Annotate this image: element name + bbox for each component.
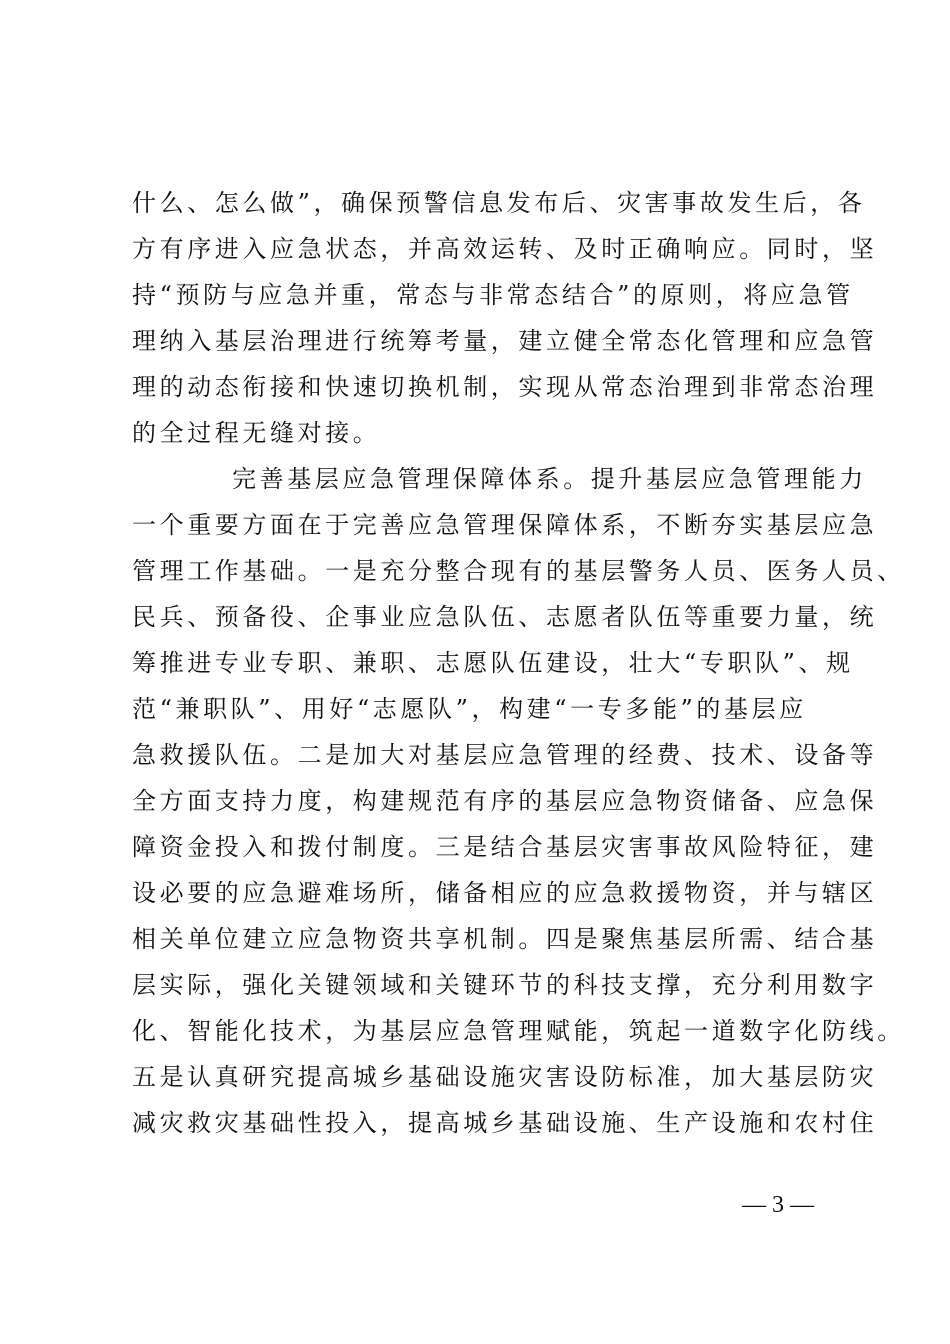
text-line: 的全过程无缝对接。 [132,419,381,447]
text-line: 理纳入基层治理进行统筹考量，建立健全常态化管理和应急管 [132,327,878,355]
text-line: 持“预防与应急并重，常态与非常态结合”的原则，将应急管 [132,281,854,309]
text-line: 范“兼职队”、用好“志愿队”，构建“一专多能”的基层应 [132,695,807,723]
text-line: 管理工作基础。一是充分整合现有的基层警务人员、医务人员、 [132,557,905,585]
page-number: — 3 — [742,1192,814,1218]
text-line: 减灾救灾基础性投入，提高城乡基础设施、生产设施和农村住 [132,1109,878,1137]
text-line: 什么、怎么做”，确保预警信息发布后、灾害事故发生后，各 [132,189,866,217]
paragraph-heading-line: 完善基层应急管理保障体系。提升基层应急管理能力 [232,465,867,493]
text-line: 急救援队伍。二是加大对基层应急管理的经费、技术、设备等 [132,741,878,769]
text-line: 筹推进专业专职、兼职、志愿队伍建设，壮大“专职队”、规 [132,649,854,677]
text-line: 一个重要方面在于完善应急管理保障体系，不断夯实基层应急 [132,511,878,539]
text-line: 相关单位建立应急物资共享机制。四是聚焦基层所需、结合基 [132,925,878,953]
text-line: 五是认真研究提高城乡基础设施灾害设防标准，加大基层防灾 [132,1063,878,1091]
text-line: 设必要的应急避难场所，储备相应的应急救援物资，并与辖区 [132,879,878,907]
text-line: 理的动态衔接和快速切换机制，实现从常态治理到非常态治理 [132,373,878,401]
text-line: 障资金投入和拨付制度。三是结合基层灾害事故风险特征，建 [132,833,878,861]
text-line: 方有序进入应急状态，并高效运转、及时正确响应。同时，坚 [132,235,878,263]
text-line: 层实际，强化关键领域和关键环节的科技支撑，充分利用数字 [132,971,878,999]
text-line: 民兵、预备役、企事业应急队伍、志愿者队伍等重要力量，统 [132,603,878,631]
text-line: 全方面支持力度，构建规范有序的基层应急物资储备、应急保 [132,787,878,815]
text-line: 化、智能化技术，为基层应急管理赋能，筑起一道数字化防线。 [132,1017,905,1045]
